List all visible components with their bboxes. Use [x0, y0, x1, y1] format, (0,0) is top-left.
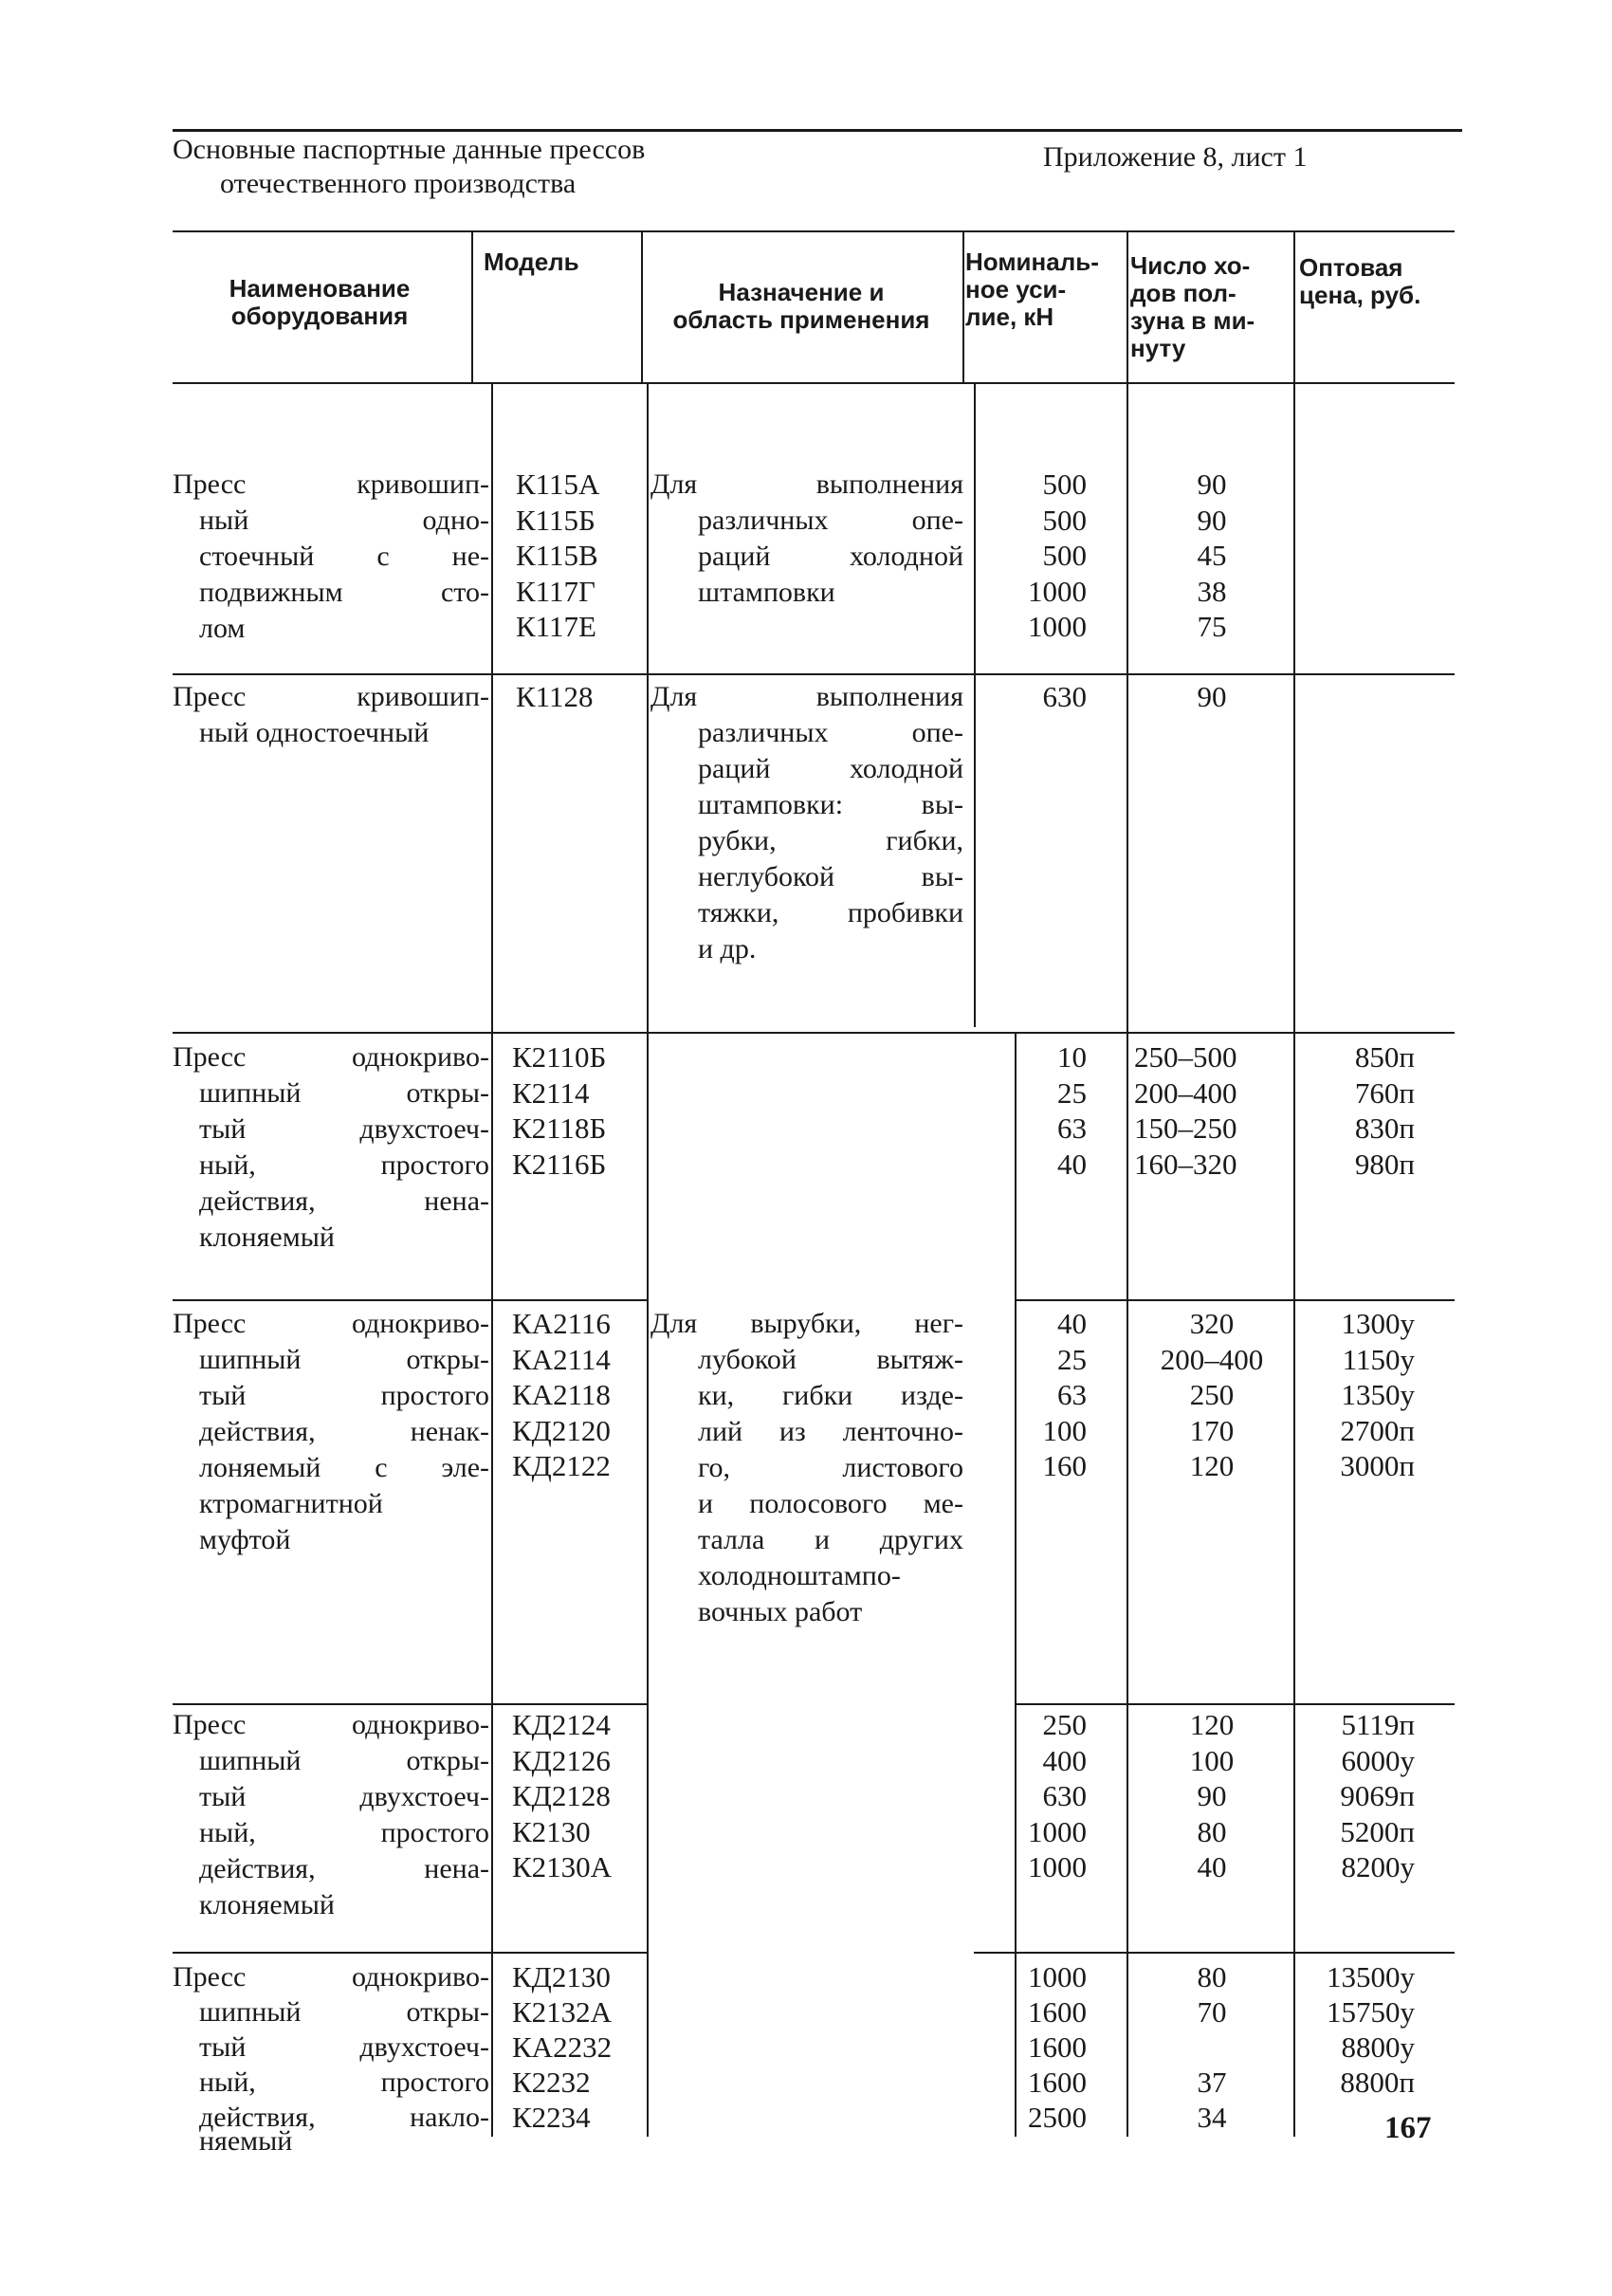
strokes-cell: 120 [1189, 1708, 1235, 1741]
strokes-cell: 90 [1197, 503, 1227, 537]
strokes-cell: 37 [1197, 2066, 1227, 2099]
model-column-left-line [491, 382, 493, 2137]
model-cell: КД2122 [512, 1449, 611, 1482]
price-cell: 1150у [1342, 1342, 1415, 1376]
price-cell: 1300у [1341, 1307, 1415, 1340]
model-cell: КД2120 [512, 1413, 611, 1447]
model-cell: К2116Б [512, 1147, 607, 1181]
header-name: Наименование оборудования [229, 274, 411, 330]
row-separator-3b [1015, 1299, 1455, 1301]
row-6-models [512, 1959, 612, 2135]
row-1-purpose: Для выполнения различных опе- раций холодной штамповки [650, 468, 963, 608]
strokes-cell: 80 [1197, 1960, 1227, 1993]
header-divider-1 [471, 230, 473, 382]
price-cell: 980п [1354, 1147, 1415, 1181]
row-3-strokes [1134, 1039, 1295, 1182]
force-cell: 100 [1042, 1413, 1087, 1447]
row-5-models [512, 1707, 612, 1885]
model-cell: К2232 [512, 2066, 591, 2099]
row-separator-5 [173, 1952, 647, 1954]
page-number: 167 [1384, 2111, 1432, 2145]
strokes-cell: 100 [1189, 1743, 1235, 1777]
table-caption-line2: отечественного производства [220, 168, 577, 199]
row-4-force [977, 1306, 1087, 1484]
row-3-force [977, 1039, 1087, 1182]
row-3-models [512, 1039, 606, 1182]
strokes-cell: 320 [1189, 1307, 1235, 1340]
header-model: Модель [484, 248, 579, 276]
model-cell: К1128 [516, 680, 594, 713]
row-separator-3 [173, 1299, 647, 1301]
force-cell: 500 [1042, 468, 1087, 501]
force-cell: 1000 [1028, 610, 1087, 643]
force-cell: 40 [1057, 1307, 1087, 1340]
price-cell: 5200п [1340, 1814, 1415, 1848]
model-cell: КА2114 [512, 1342, 611, 1376]
header-divider-2 [641, 230, 643, 382]
row-separator-4 [173, 1703, 647, 1705]
strokes-cell: 120 [1189, 1449, 1235, 1482]
force-cell: 25 [1057, 1342, 1087, 1376]
price-cell: 1350у [1341, 1378, 1415, 1411]
model-cell: К2110Б [512, 1040, 607, 1074]
force-cell: 630 [1042, 1779, 1087, 1812]
model-cell: КА2232 [512, 2030, 613, 2064]
model-cell: К117Г [516, 574, 595, 608]
row-2-strokes [1128, 679, 1295, 715]
force-cell: 10 [1057, 1040, 1087, 1074]
row-4-name: Пресс однокриво- шипный откры- тый простого действия, ненак- лоняемый с эле- ктромагнитной муфтой [173, 1308, 489, 1555]
row-5-force [977, 1707, 1087, 1885]
appendix-label: Приложение 8, лист 1 [1043, 141, 1308, 173]
header-purpose: Назначение и область применения [672, 278, 930, 334]
row-separator-2 [173, 1032, 1455, 1034]
row-1-name: Пресс кривошип- ный одно- стоечный с не- подвижным сто- лом [173, 468, 489, 644]
model-cell: КД2124 [512, 1708, 611, 1741]
price-cell: 9069п [1340, 1779, 1415, 1812]
price-cell: 8800у [1341, 2030, 1415, 2064]
price-cell: 850п [1354, 1040, 1415, 1074]
row-separator-4b [1015, 1703, 1455, 1705]
strokes-cell: 250 [1189, 1378, 1235, 1411]
row-5-price [1295, 1707, 1415, 1885]
header-force: Номиналь- ное уси- лие, кН [965, 248, 1099, 331]
strokes-cell: 38 [1197, 574, 1227, 608]
header-bottom-rule [173, 382, 1455, 384]
header-strokes: Число хо- дов пол- зуна в ми- нуту [1130, 251, 1255, 362]
force-column-left-line-a [974, 382, 976, 1027]
header-divider-4 [1127, 230, 1128, 382]
row-1-models [516, 467, 599, 645]
strokes-cell: 250–500 [1134, 1040, 1237, 1074]
row-2-force [977, 679, 1087, 715]
price-cell: 8800п [1340, 2066, 1415, 2099]
row-4-price [1295, 1306, 1415, 1484]
row-5-strokes [1128, 1707, 1295, 1885]
header-top-rule [173, 230, 1455, 232]
force-cell: 1000 [1028, 1960, 1087, 1993]
model-cell: К117Е [516, 610, 596, 643]
model-cell: К2114 [512, 1075, 590, 1110]
price-cell: 13500у [1327, 1960, 1415, 1993]
strokes-cell: 40 [1197, 1850, 1227, 1883]
strokes-cell: 90 [1197, 1779, 1227, 1812]
model-cell: КА2118 [512, 1378, 611, 1411]
strokes-cell: 80 [1197, 1814, 1227, 1848]
model-cell: К2132А [512, 1995, 613, 2029]
table-caption-line1: Основные паспортные данные прессов [173, 134, 646, 165]
model-cell: К2130А [512, 1850, 613, 1883]
force-cell: 160 [1042, 1449, 1087, 1482]
strokes-cell: 90 [1197, 680, 1227, 713]
strokes-cell: 160–320 [1134, 1147, 1237, 1181]
model-cell: КД2126 [512, 1743, 611, 1777]
row-2-models [516, 679, 594, 715]
force-cell: 40 [1057, 1147, 1087, 1181]
force-cell: 63 [1057, 1378, 1087, 1411]
top-rule [173, 129, 1462, 132]
row-separator-5b [974, 1952, 1455, 1954]
row-4-purpose: Для вырубки, нег- лубокой вытяж- ки, гибки изде- лий из ленточно- го, листового и полосового ме- талла и других холодноштампо- вочных работ [650, 1308, 963, 1627]
row-6-price [1295, 1959, 1415, 2100]
strokes-cell: 170 [1189, 1413, 1235, 1447]
force-cell: 25 [1057, 1075, 1087, 1110]
force-cell: 1000 [1028, 1814, 1087, 1848]
force-cell: 630 [1042, 680, 1087, 713]
strokes-cell: 45 [1197, 539, 1227, 572]
force-cell: 500 [1042, 503, 1087, 537]
model-cell: КА2116 [512, 1307, 611, 1340]
model-cell: К2118Б [512, 1111, 607, 1145]
strokes-cell: 150–250 [1134, 1111, 1237, 1145]
row-4-models [512, 1306, 611, 1484]
row-6-strokes [1128, 1959, 1295, 2135]
price-cell: 8200у [1341, 1850, 1415, 1883]
purpose-column-left-line [647, 382, 649, 2137]
header-divider-3 [962, 230, 964, 382]
row-6-name: Пресс однокриво- шипный откры- тый двухстоеч- ный, простого действия, накло- няемый [173, 1961, 489, 2157]
price-cell: 760п [1354, 1075, 1415, 1110]
model-cell: К2130 [512, 1814, 591, 1848]
strokes-cell: 70 [1197, 1995, 1227, 2029]
header-price: Оптовая цена, руб. [1299, 253, 1421, 309]
row-1-force [977, 467, 1087, 645]
model-cell: КД2128 [512, 1779, 611, 1812]
price-cell: 5119п [1341, 1708, 1415, 1741]
price-cell: 6000у [1341, 1743, 1415, 1777]
force-cell: 400 [1042, 1743, 1087, 1777]
strokes-cell: 75 [1197, 610, 1227, 643]
price-cell: 3000п [1340, 1449, 1415, 1482]
force-cell: 500 [1042, 539, 1087, 572]
strokes-cell: 200–400 [1134, 1075, 1237, 1110]
row-4-strokes [1128, 1306, 1295, 1484]
row-3-name: Пресс однокриво- шипный откры- тый двухстоеч- ный, простого действия, нена- клоняемый [173, 1041, 489, 1253]
force-cell: 1600 [1028, 2066, 1087, 2099]
row-2-purpose: Для выполнения различных опе- раций холодной штамповки: вы- рубки, гибки, неглубокой вы- тяжки, пробивки и др. [650, 681, 963, 964]
strokes-cell: 34 [1197, 2101, 1227, 2134]
force-cell: 1000 [1028, 574, 1087, 608]
row-separator-1 [173, 673, 1455, 675]
force-cell: 63 [1057, 1111, 1087, 1145]
model-cell: К115А [516, 468, 600, 501]
force-cell: 1000 [1028, 1850, 1087, 1883]
strokes-cell: 90 [1197, 468, 1227, 501]
force-cell: 250 [1042, 1708, 1087, 1741]
strokes-cell [1128, 2030, 1295, 2065]
row-2-name: Пресс кривошип- ный одностоечный [173, 681, 489, 748]
model-cell: КД2130 [512, 1960, 611, 1993]
price-cell: 830п [1354, 1111, 1415, 1145]
force-cell: 1600 [1028, 1995, 1087, 2029]
price-cell: 2700п [1340, 1413, 1415, 1447]
row-6-force [977, 1959, 1087, 2135]
force-cell: 1600 [1028, 2030, 1087, 2064]
model-cell: К115В [516, 539, 598, 572]
row-5-name: Пресс однокриво- шипный откры- тый двухстоеч- ный, простого действия, нена- клоняемый [173, 1709, 489, 1920]
force-cell: 2500 [1028, 2101, 1087, 2134]
model-cell: К2234 [512, 2101, 591, 2134]
row-3-price [1295, 1039, 1415, 1182]
strokes-cell: 200–400 [1160, 1342, 1264, 1376]
row-1-strokes [1128, 467, 1295, 645]
price-cell: 15750у [1327, 1995, 1415, 2029]
model-cell: К115Б [516, 503, 595, 537]
header-divider-5 [1293, 230, 1295, 382]
